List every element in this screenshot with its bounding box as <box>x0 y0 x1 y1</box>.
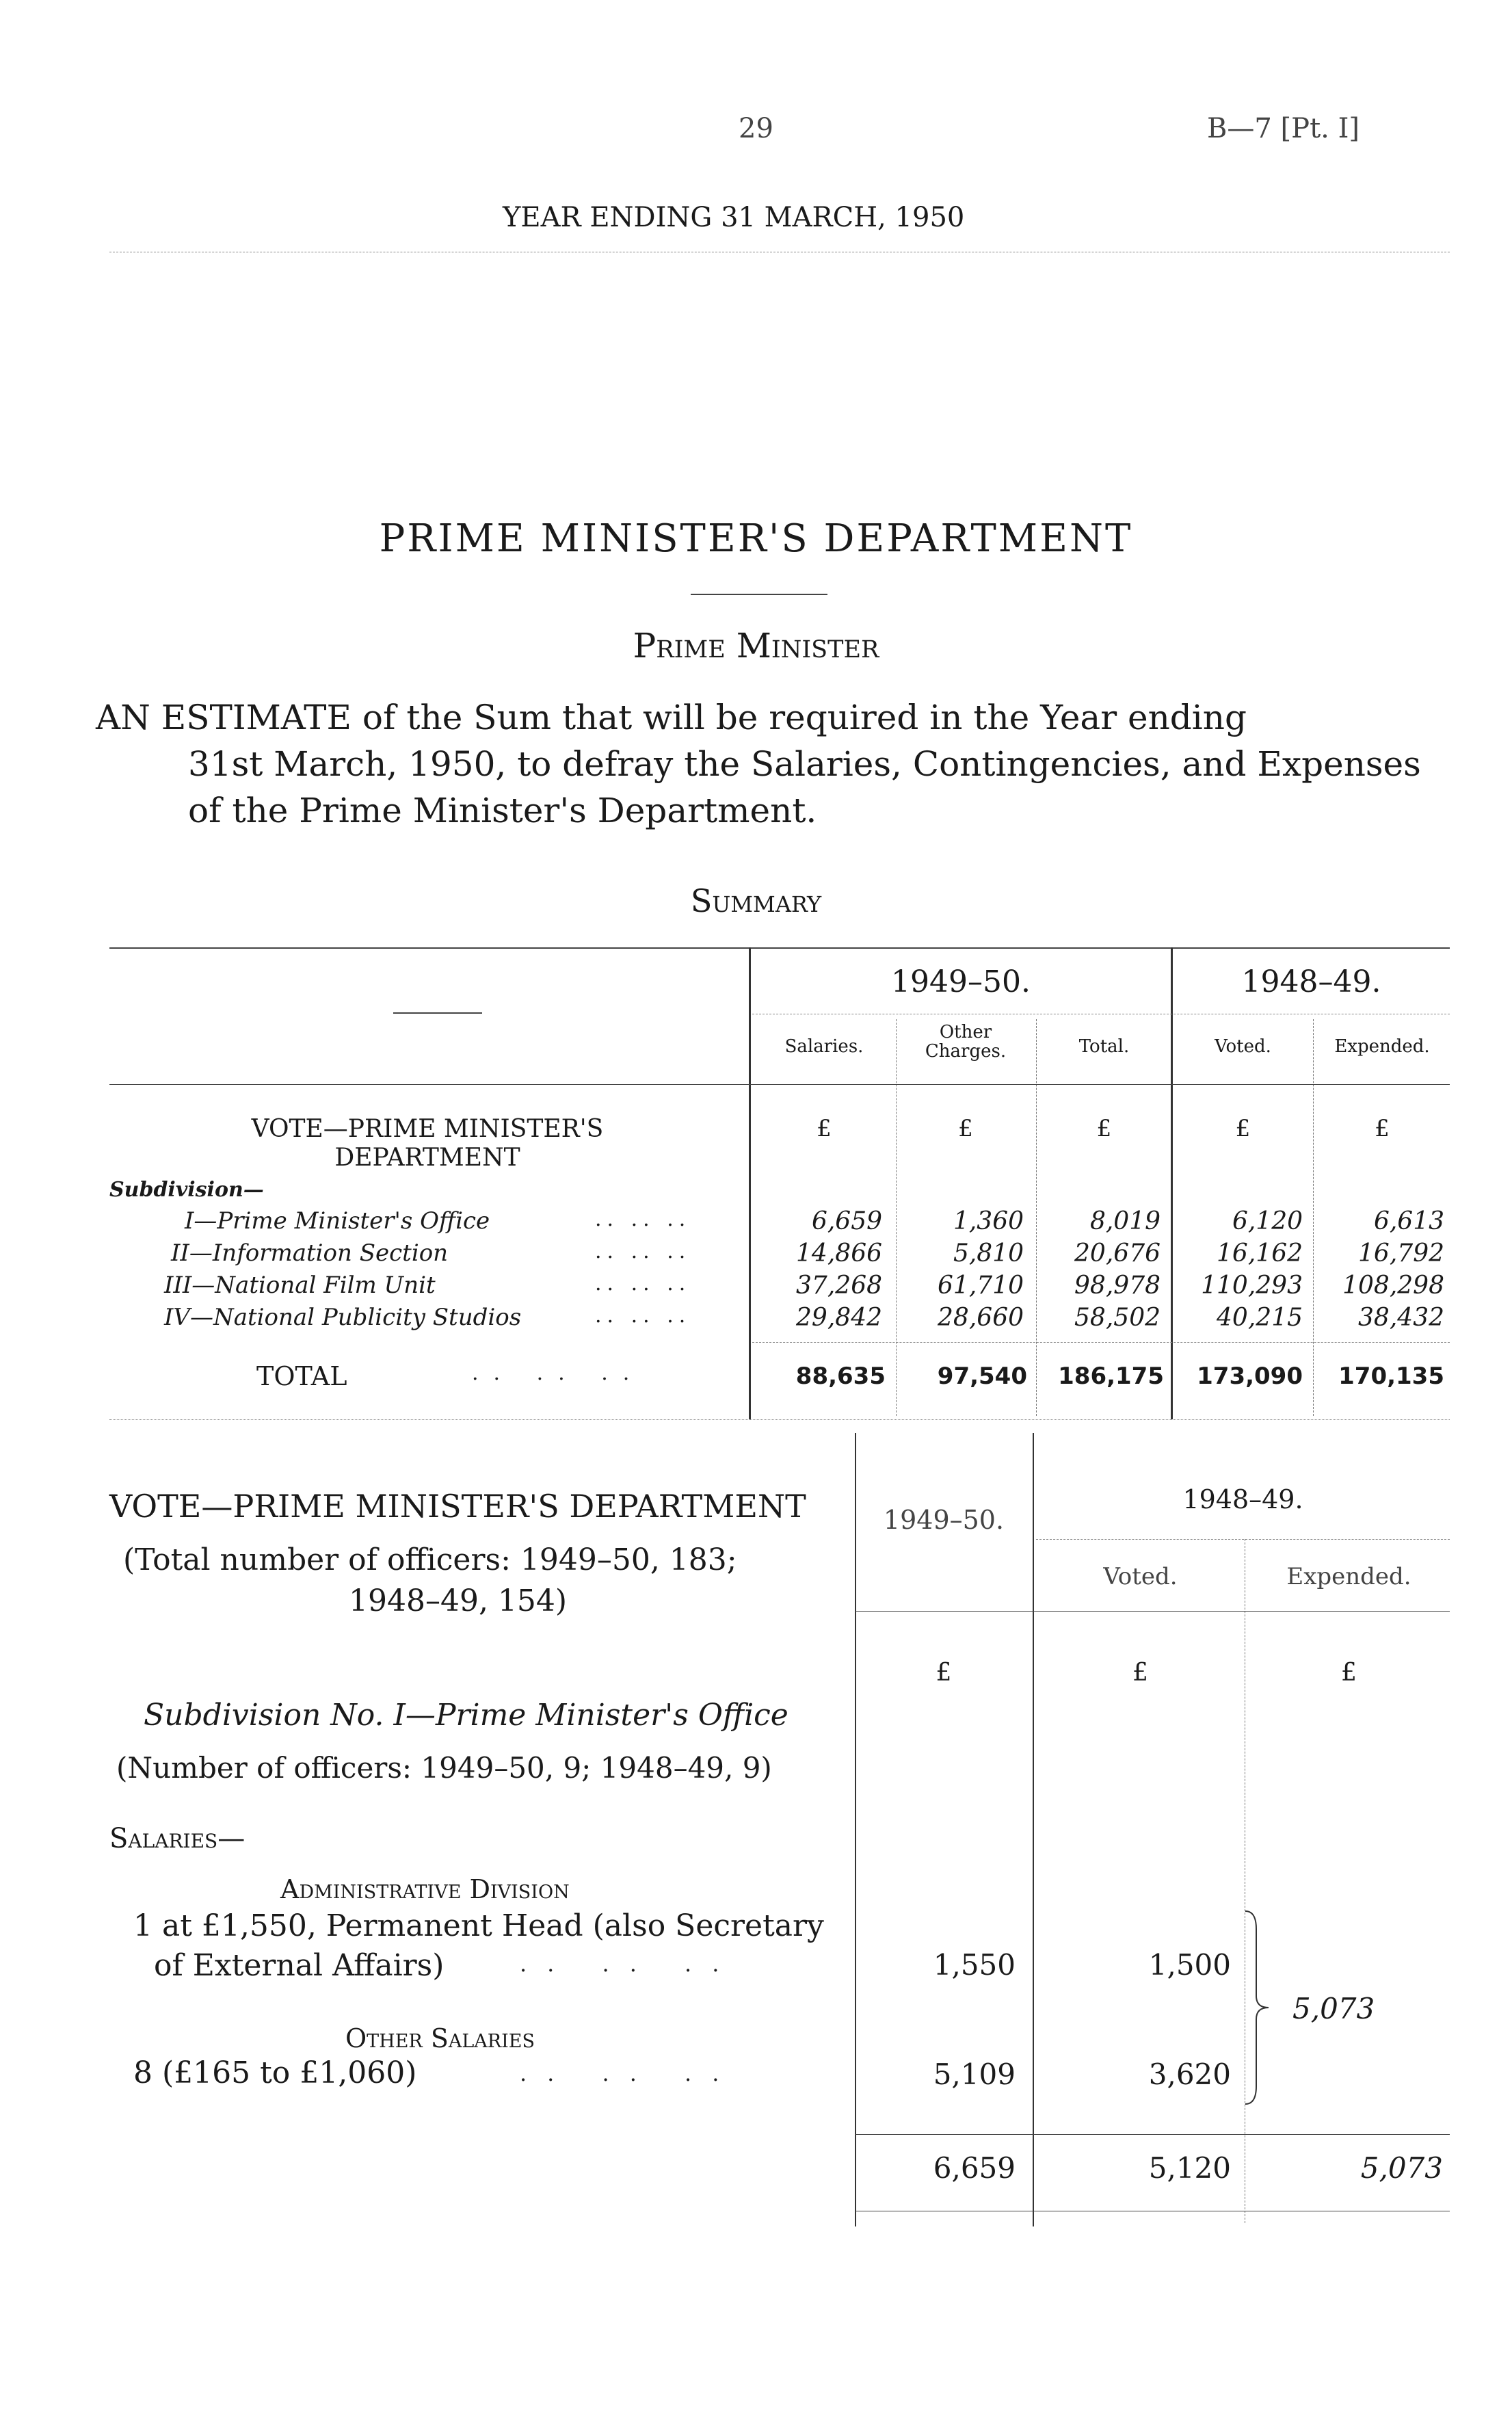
summary-bottom-rule <box>109 1419 1450 1420</box>
summary-vline-2 <box>1171 947 1173 1419</box>
summary-top-rule <box>109 947 1450 949</box>
total-other: 97,540 <box>937 1363 1027 1390</box>
minister-title: Prime Minister <box>633 626 879 666</box>
vote-title: VOTE—PRIME MINISTER'S DEPARTMENT <box>109 1488 806 1525</box>
vote-vline-2 <box>1033 1433 1034 2226</box>
subdivision-title: Subdivision No. I—Prime Minister's Office <box>144 1698 788 1733</box>
total-voted: 173,090 <box>1197 1363 1303 1390</box>
row-total: 8,019 <box>1089 1207 1160 1235</box>
vote-currency-current: £ <box>936 1659 952 1687</box>
summary-row-label: IV—National Publicity Studios <box>164 1304 522 1331</box>
vote-header-rule <box>855 1611 1450 1612</box>
summary-vote-title-2: DEPARTMENT <box>334 1144 520 1172</box>
department-title: PRIME MINISTER'S DEPARTMENT <box>379 516 1133 561</box>
summary-subdivision-label: Subdivision— <box>109 1178 264 1202</box>
other-amount-voted: 3,620 <box>1148 2058 1231 2091</box>
vote-total-voted: 5,120 <box>1148 2151 1231 2185</box>
row-other: 61,710 <box>938 1272 1024 1300</box>
row-expended: 108,298 <box>1342 1272 1444 1300</box>
other-salaries-heading: Other Salaries <box>345 2023 535 2053</box>
vote-total-top-rule <box>855 2134 1450 2135</box>
vote-col-current: 1949–50. <box>883 1505 1005 1535</box>
summary-col-other: Other Charges. <box>925 1022 1007 1062</box>
admin-amount-current: 1,550 <box>933 1948 1016 1982</box>
reference-code: B—7 [Pt. I] <box>1207 113 1360 144</box>
row-other: 5,810 <box>953 1239 1024 1267</box>
vote-col-previous: 1948–49. <box>1182 1484 1303 1514</box>
total-total: 186,175 <box>1058 1363 1164 1390</box>
admin-amount-voted: 1,500 <box>1148 1948 1231 1982</box>
summary-vline-5 <box>1313 1019 1314 1416</box>
year-line: YEAR ENDING 31 MARCH, 1950 <box>503 202 965 233</box>
currency-total: £ <box>1096 1115 1112 1142</box>
other-dots: .. .. .. <box>520 2060 740 2086</box>
summary-heading: Summary <box>690 882 822 919</box>
currency-expended: £ <box>1375 1115 1390 1142</box>
estimate-line-3: of the Prime Minister's Department. <box>188 791 817 830</box>
admin-dots: .. .. .. <box>520 1951 740 1977</box>
total-expended: 170,135 <box>1338 1363 1444 1390</box>
currency-salaries: £ <box>817 1115 832 1142</box>
row-voted: 110,293 <box>1201 1272 1303 1300</box>
row-salaries: 14,866 <box>796 1239 882 1267</box>
summary-row-dots: .. .. .. <box>595 1272 691 1296</box>
row-other: 1,360 <box>953 1207 1024 1235</box>
summary-col-salaries: Salaries. <box>784 1036 864 1057</box>
row-salaries: 37,268 <box>796 1272 882 1300</box>
other-amount-current: 5,109 <box>933 2058 1016 2091</box>
summary-col-group-current: 1949–50. <box>891 964 1031 999</box>
summary-col-total: Total. <box>1078 1036 1130 1057</box>
vote-officers-line-1: (Total number of officers: 1949–50, 183; <box>123 1542 737 1577</box>
row-total: 58,502 <box>1074 1304 1160 1332</box>
summary-vline-3 <box>896 1019 897 1416</box>
summary-row-dots: .. .. .. <box>595 1304 691 1328</box>
other-salaries-line: 8 (£165 to £1,060) <box>133 2055 417 2090</box>
summary-total-label: TOTAL <box>256 1361 347 1391</box>
currency-other: £ <box>958 1115 973 1142</box>
row-salaries: 29,842 <box>796 1304 882 1332</box>
vote-currency-voted: £ <box>1132 1659 1148 1687</box>
page-number: 29 <box>739 113 773 144</box>
summary-total-dots: .. .. .. <box>472 1361 645 1385</box>
summary-total-rule <box>752 1342 1450 1343</box>
summary-vline-4 <box>1036 1019 1037 1416</box>
summary-vline-1 <box>749 947 751 1419</box>
title-rule <box>691 594 827 595</box>
vote-vline-1 <box>855 1433 856 2226</box>
summary-col-voted: Voted. <box>1215 1036 1271 1057</box>
vote-total-expended: 5,073 <box>1360 2151 1443 2185</box>
row-expended: 6,613 <box>1373 1207 1444 1235</box>
row-voted: 40,215 <box>1217 1304 1303 1332</box>
estimate-line-2: 31st March, 1950, to defray the Salaries, Contingencies, and Expenses <box>188 744 1421 784</box>
vote-group-rule <box>1036 1539 1450 1540</box>
summary-col-expended: Expended. <box>1334 1036 1430 1057</box>
salaries-heading: Salaries— <box>109 1823 246 1854</box>
summary-row-label: II—Information Section <box>171 1239 449 1267</box>
admin-line-2: of External Affairs) <box>154 1948 445 1983</box>
summary-row-dots: .. .. .. <box>595 1207 691 1231</box>
total-salaries: 88,635 <box>795 1363 886 1390</box>
row-salaries: 6,659 <box>811 1207 882 1235</box>
bracket-expended-amount: 5,073 <box>1292 1992 1375 2025</box>
expended-bracket <box>1241 1908 1289 2107</box>
vote-officers-line-2: 1948–49, 154) <box>349 1583 568 1618</box>
summary-vote-title-1: VOTE—PRIME MINISTER'S <box>251 1115 604 1143</box>
row-voted: 6,120 <box>1232 1207 1303 1235</box>
admin-division-heading: Administrative Division <box>280 1874 570 1904</box>
row-total: 20,676 <box>1074 1239 1160 1267</box>
summary-row-label: I—Prime Minister's Office <box>185 1207 490 1235</box>
row-other: 28,660 <box>938 1304 1024 1332</box>
vote-col-expended: Expended. <box>1286 1563 1411 1590</box>
row-total: 98,978 <box>1074 1272 1160 1300</box>
row-expended: 16,792 <box>1358 1239 1444 1267</box>
vote-col-voted: Voted. <box>1103 1563 1178 1590</box>
summary-header-rule <box>109 1084 1450 1085</box>
summary-dash <box>393 1012 482 1014</box>
summary-row-dots: .. .. .. <box>595 1239 691 1263</box>
subdivision-officers: (Number of officers: 1949–50, 9; 1948–49, 9) <box>116 1751 772 1785</box>
row-voted: 16,162 <box>1217 1239 1303 1267</box>
summary-row-label: III—National Film Unit <box>164 1272 436 1299</box>
admin-line-1: 1 at £1,550, Permanent Head (also Secretary <box>133 1908 824 1943</box>
estimate-line-1: AN ESTIMATE of the Sum that will be required in the Year ending <box>96 698 1247 737</box>
row-expended: 38,432 <box>1358 1304 1444 1332</box>
summary-col-group-previous: 1948–49. <box>1241 964 1381 999</box>
vote-total-current: 6,659 <box>933 2151 1016 2185</box>
currency-voted: £ <box>1235 1115 1251 1142</box>
vote-currency-expended: £ <box>1341 1659 1357 1687</box>
